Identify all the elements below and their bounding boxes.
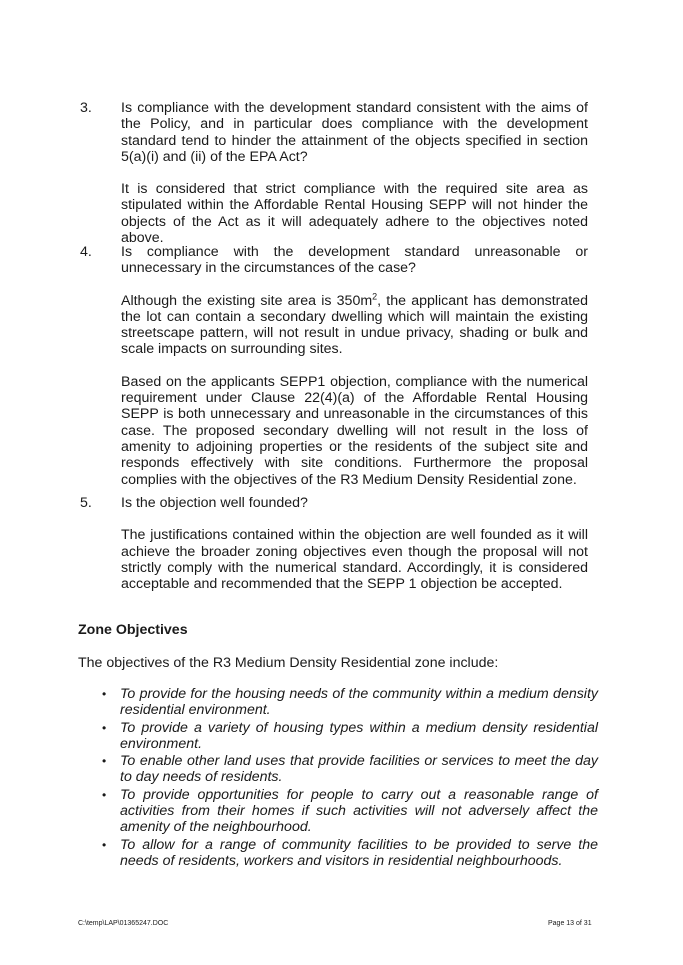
numbered-item-5 [80,495,588,592]
list-item-text: To provide a variety of housing types within a medium density residential environment. [120,719,598,752]
bullet-icon: • [102,687,107,701]
item-number: 4. [80,244,92,260]
section-heading: Zone Objectives [78,622,188,638]
list-item [100,753,598,786]
item-paragraph: The justifications contained within the objection are well founded as it will achieve the broader zoning objectives even though the proposal will not strictly comply with the numerical standard. Accordingly, it is considered acceptable and recommended that the SEPP 1 objection be accepted. [121,527,588,593]
item-question: Is compliance with the development standard unreasonable or unnecessary in the circumstances of the case? [121,244,588,277]
list-item [100,720,598,753]
list-item-text: To provide for the housing needs of the community within a medium density residential environment. [120,686,598,719]
list-item-text: To provide opportunities for people to carry out a reasonable range of activities from their homes if such activities will not adversely affect the amenity of the neighbourhood. [120,786,598,836]
list-item [100,686,598,719]
footer-page-number: Page 13 of 31 [548,920,592,927]
item-number: 5. [80,495,92,511]
list-item-text: To allow for a range of community facilities to be provided to serve the needs of residents, workers and visitors in residential neighbourhoods. [120,836,598,869]
paragraph-text: , the applicant has demonstrated the lot can contain a secondary dwelling which will maintain the existing streetscape pattern, will not result in undue privacy, shading or bulk and scale impacts on surrounding sites. [121,292,588,358]
item-paragraph: It is considered that strict compliance with the required site area as stipulated within the Affordable Rental Housing SEPP will not hinder the objects of the Act as it will adequately adhere to the objectives noted above. [121,181,588,247]
numbered-item-3 [80,100,588,246]
paragraph-text: Although the existing site area is 350m [121,292,373,309]
list-item [100,787,598,836]
bullet-icon: • [102,720,107,735]
numbered-item-4 [80,244,588,488]
item-paragraph: Based on the applicants SEPP1 objection, compliance with the numerical requirement under Clause 22(4)(a) of the Affordable Rental Housing SEPP is both unnecessary and unreasonable in the circumstances of this case. The proposed secondary dwelling will not result in the loss of amenity to adjoining properties or the residents of the subject site and responds effectively with site conditions. Furthermore the proposal complies with the objectives of the R3 Medium Density Residential zone. [121,373,588,488]
item-paragraph [121,290,588,358]
list-item [100,837,598,870]
item-question: Is the objection well founded? [121,495,308,511]
section-intro: The objectives of the R3 Medium Density Residential zone include: [78,655,499,671]
list-item-text: To enable other land uses that provide facilities or services to meet the day to day needs of residents. [120,753,598,786]
bullet-icon: • [102,787,107,802]
objectives-list [100,686,598,870]
bullet-icon: • [102,837,107,852]
superscript: 2 [372,290,378,301]
bullet-icon: • [102,754,107,769]
footer-file-path: C:\temp\LAP\01365247.DOC [78,920,169,927]
item-question: Is compliance with the development standard consistent with the aims of the Policy, and in particular does compliance with the development standard tend to hinder the attainment of the objects specified in section 5(a)(i) and (ii) of the EPA Act? [121,100,588,165]
item-number: 3. [80,100,92,116]
